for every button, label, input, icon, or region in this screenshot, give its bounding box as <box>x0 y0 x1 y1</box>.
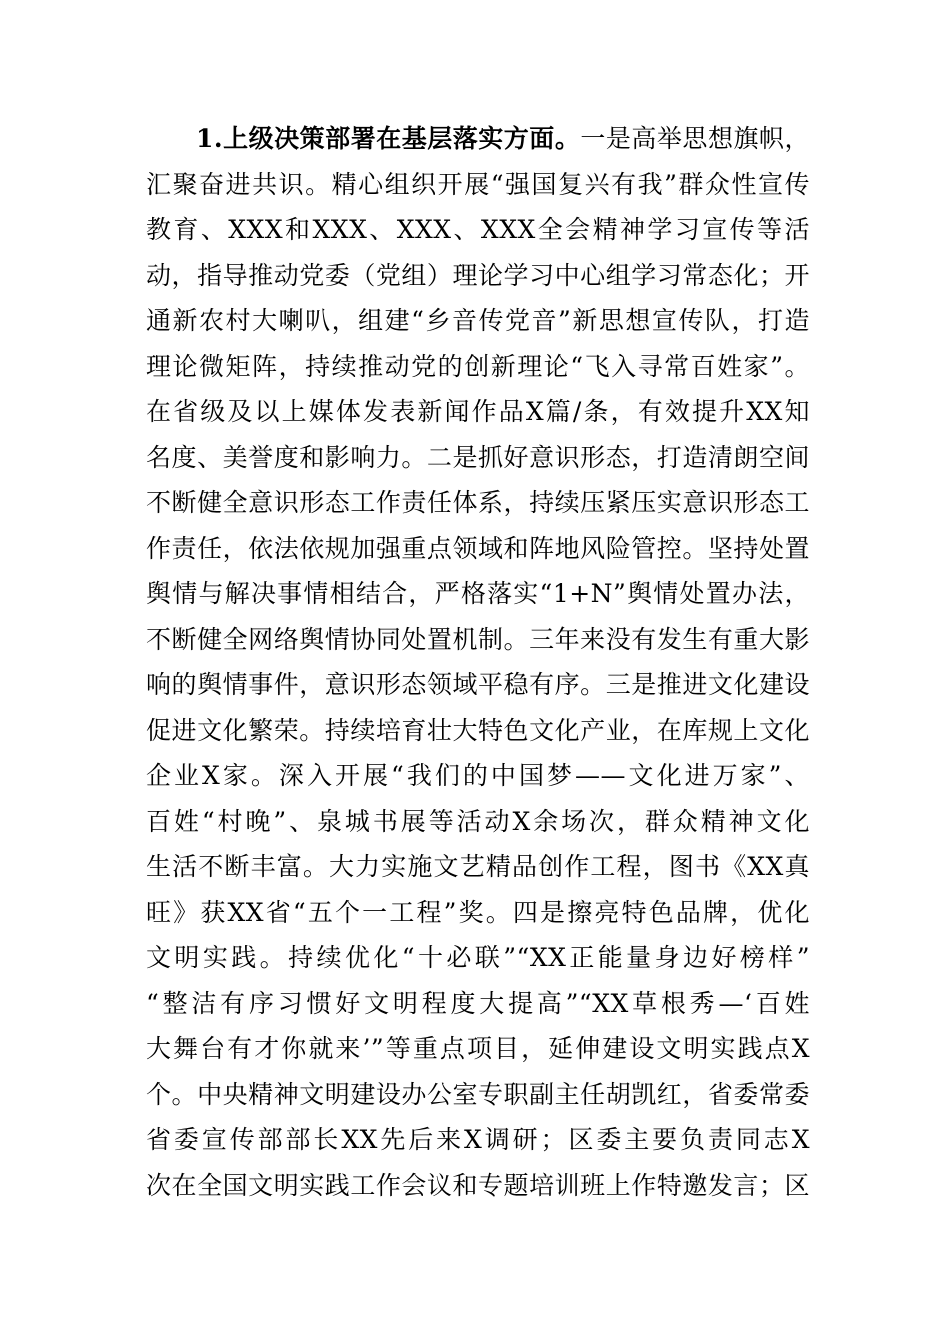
body-text <box>146 116 810 1208</box>
first-line-text: 一是高举思想旗帜， <box>580 124 810 153</box>
text-line: 舆情与解决事情相结合，严格落实“1+N”舆情处置办法， <box>146 579 810 608</box>
text-line: 名度、美誉度和影响力。二是抓好意识形态，打造清朗空间 <box>146 442 810 472</box>
text-line: 通新农村大喇叭，组建“乡音传党音”新思想宣传队，打造 <box>146 306 810 335</box>
text-line: “整洁有序习惯好文明程度大提高”“XX草根秀—‘百姓 <box>146 988 810 1018</box>
text-line: 个。中央精神文明建设办公室专职副主任胡凯红，省委常委 <box>146 1079 810 1109</box>
text-line: 大舞台有才你就来’”等重点项目，延伸建设文明实践点X <box>146 1034 810 1063</box>
text-line: 文明实践。持续优化“十必联”“XX正能量身边好榜样” <box>146 943 810 972</box>
text-line: 不断健全网络舆情协同处置机制。三年来没有发生有重大影 <box>146 624 810 654</box>
text-line: 作责任，依法依规加强重点领域和阵地风险管控。坚持处置 <box>146 533 810 563</box>
text-line: 汇聚奋进共识。精心组织开展“强国复兴有我”群众性宣传 <box>146 169 810 199</box>
text-line: 企业X家。深入开展“我们的中国梦——文化进万家”、 <box>146 761 810 790</box>
text-line: 百姓“村晚”、泉城书展等活动X余场次，群众精神文化 <box>146 806 810 836</box>
text-line: 理论微矩阵，持续推动党的创新理论“飞入寻常百姓家”。 <box>146 351 810 381</box>
text-line: 省委宣传部部长XX先后来X调研；区委主要负责同志X <box>146 1125 810 1154</box>
text-line: 在省级及以上媒体发表新闻作品X篇/条，有效提升XX知 <box>146 397 810 426</box>
text-line: 教育、XXX和XXX、XXX、XXX全会精神学习宣传等活 <box>146 215 810 244</box>
text-line: 不断健全意识形态工作责任体系，持续压紧压实意识形态工 <box>146 488 810 517</box>
text-line: 生活不断丰富。大力实施文艺精品创作工程，图书《XX真 <box>146 852 810 881</box>
section-heading: 1.上级决策部署在基层落实方面。 <box>196 124 581 153</box>
text-line: 响的舆情事件，意识形态领域平稳有序。三是推进文化建设 <box>146 670 810 699</box>
text-line: 促进文化繁荣。持续培育壮大特色文化产业，在库规上文化 <box>146 715 810 745</box>
text-line: 次在全国文明实践工作会议和专题培训班上作特邀发言；区 <box>146 1170 810 1200</box>
paragraph-first-line <box>146 116 810 162</box>
text-line: 旺》获XX省“五个一工程”奖。四是擦亮特色品牌，优化 <box>146 897 810 927</box>
text-line: 动，指导推动党委（党组）理论学习中心组学习常态化；开 <box>146 260 810 290</box>
